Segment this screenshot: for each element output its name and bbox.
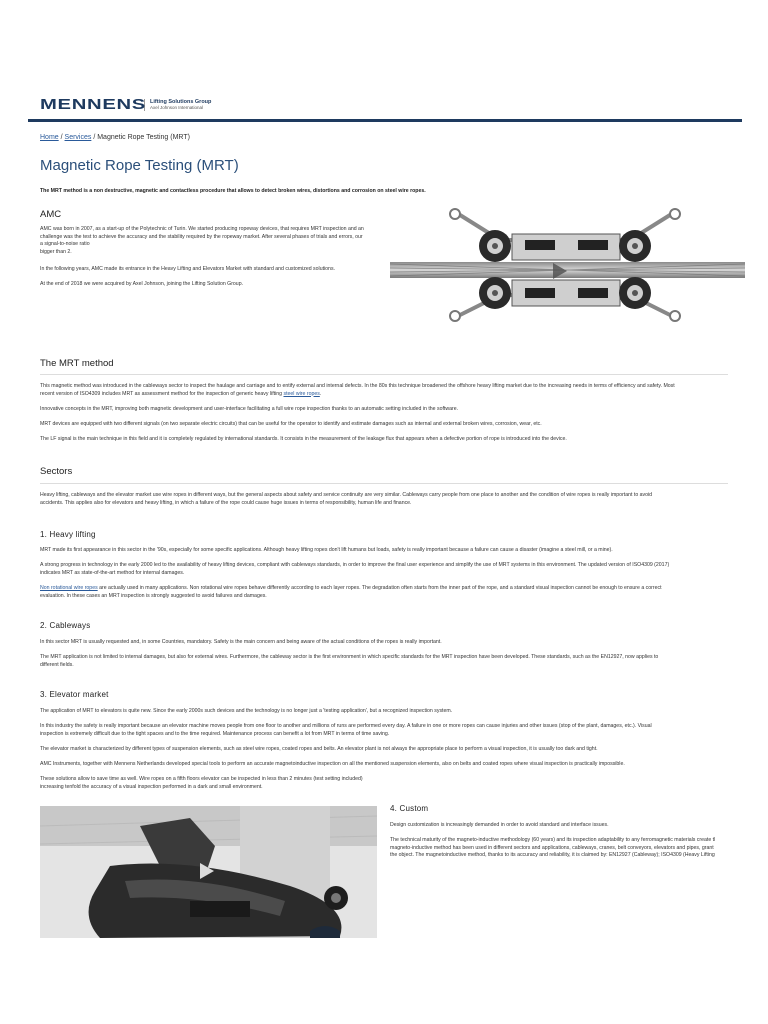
heavy-p2-line: A strong progress in technology in the early 2000 led to the availability of heavy lifting devices, compliant with cableways standards, in order to improve the final user experience and simplify the use of MRT systems in this environment. The updated version of ISO4309 (2017) <box>40 562 670 568</box>
breadcrumb-services-link[interactable]: Services <box>64 134 92 141</box>
mrt-paragraph-2: Innovative concepts in the MRT, improving both magnetic development and user-interface facilitating a full wire rope inspection thanks to an automatic setting included in the software. <box>40 406 459 412</box>
non-rotational-ropes-link[interactable]: Non rotational wire ropes <box>40 585 98 591</box>
site-header <box>0 0 768 122</box>
amc-paragraph-1 <box>40 226 395 256</box>
amc-paragraph-2: In the following years, AMC made its entrance in the Heavy Lifting and Elevators Market with standard and customized solutions. <box>40 266 335 272</box>
amc-paragraph-3: At the end of 2018 we were acquired by Axel Johnson, joining the Lifting Solution Group. <box>40 281 244 287</box>
elev-paragraph-2 <box>40 723 730 738</box>
breadcrumb <box>40 134 190 141</box>
custom-p2-line: The technical maturity of the magneto-inductive methodology (60 years) and its inspection adaptability to any ferromagnetic materials create tl <box>390 837 716 843</box>
elev-paragraph-5 <box>40 776 730 791</box>
mrt-device-image <box>390 200 745 330</box>
intro-text: The MRT method is a non destructive, magnetic and contactless procedure that allows to detect broken wires, distortions and corrosion on steel wire ropes. <box>40 188 426 194</box>
logo-tagline-line2: Axel Johnson International <box>150 104 204 110</box>
elev-p5-line: increasing tenfold the accuracy of a visual inspection performed in a dark and small environment. <box>40 783 263 790</box>
cable-p2-line: The MRT application is not limited to internal damages, but also for external wires. Furthermore, the cableway sector is the first environment in which specific standards for the MRT inspection have been developed. These standards, such as the EN12927, now applies to <box>40 654 659 660</box>
mrt-method-heading: The MRT method <box>40 358 114 369</box>
mrt-device-video[interactable] <box>390 200 745 330</box>
elev-paragraph-3: The elevator market is characterized by different types of suspension elements, such as steel wire ropes, coated ropes and belts. An elevator plant is not always the appropriate place to perform a visual inspection, it is usually too dark and tight. <box>40 746 598 752</box>
custom-p2-line: the object. The magnetoinductive method, thanks to its accuracy and reliability, it is claimed by: EN12927 (Cableway); ISO4309 (Heavy Lifting <box>390 852 715 858</box>
heavy-p3-line: evaluation. In these cases an MRT inspection is strongly suggested to avoid failures and damages. <box>40 592 267 599</box>
sectors-line: accidents. This applies also for elevators and heavy lifting, in which a failure of the rope could cause huge issues in terms of responsibility, human life and finance. <box>40 499 412 506</box>
heavy-paragraph-1: MRT made its first appearance in this sector in the '90s, especially for some specific applications. Although heavy lifting ropes don't lift humans but loads, safety is really important because a failure can cause a disaster (imagine a steel mill, or a mine). <box>40 547 613 553</box>
custom-p2-line: magneto-inductive method has been used in different sectors and applications, cableways, cranes, belt conveyors, elevators and pipes, grant <box>390 844 714 851</box>
logo-tagline-line1: Lifting Solutions Group <box>150 98 212 105</box>
custom-paragraph-1: Design customization is increasingly demanded in order to avoid standard and interface issues. <box>390 822 609 828</box>
mrt-paragraph-1 <box>40 383 730 398</box>
section-divider <box>40 374 728 375</box>
amc-heading: AMC <box>40 209 62 220</box>
elev-p2-line: In this industry the safety is really important because an elevator machine moves people from one floor to another and millions of runs are performed every day. A failure in one or more ropes can cause injuries and other issues (stop of the plant, damages, etc.). Visual <box>40 723 652 729</box>
mrt-p1-end: . <box>319 390 322 397</box>
heavy-paragraph-3 <box>40 585 730 600</box>
amc-p1-line: a signal-to-noise ratio <box>40 241 90 247</box>
elev-paragraph-1: The application of MRT to elevators is quite new. Since the early 2000s such devices and the technology is no longer just a 'testing application', but a recognized inspection system. <box>40 708 453 714</box>
custom-heading: 4. Custom <box>390 804 429 813</box>
elev-paragraph-4: AMC Instruments, together with Mennens Netherlands developed special tools to perform an accurate magnetoinductive inspection on all the mentioned suspension elements, also on belts and coated ropes where visual inspection is practically impossible. <box>40 761 625 767</box>
sectors-line: Heavy lifting, cableways and the elevator market use wire ropes in different ways, but the general aspects about safety and service continuity are very similar. Cableways carry people from one place to another and the condition of wire ropes is really important to avoid <box>40 492 653 498</box>
page-title: Magnetic Rope Testing (MRT) <box>40 157 239 174</box>
breadcrumb-home-link[interactable]: Home <box>40 134 59 141</box>
heavy-p2-line: indicates MRT as state-of-the-art method for internal damages. <box>40 569 185 576</box>
amc-p1-line: bigger than 2. <box>40 248 72 255</box>
cable-p2-line: different fields. <box>40 661 74 668</box>
heavy-paragraph-2 <box>40 562 730 577</box>
mrt-p1-line: recent version of ISO4309 includes MRT as assessment method for the inspection of generic heavy lifting <box>40 390 283 397</box>
cableways-heading: 2. Cableways <box>40 621 91 630</box>
header-divider <box>28 119 742 122</box>
cable-paragraph-2 <box>40 654 730 669</box>
cable-paragraph-1: In this sector MRT is usually requested and, in some Countries, mandatory. Safety is the main concern and being aware of the actual conditions of the ropes is really important. <box>40 639 442 645</box>
sectors-heading: Sectors <box>40 466 73 477</box>
mrt-paragraph-4: The LF signal is the main technique in this field and it is completely regulated by international standards. It consists in the measurement of the leakage flux that appears when a defective portion of rope is introduced into the device. <box>40 436 567 442</box>
amc-p1-line: challenge was the test to achieve the accuracy and the stability required by the ropeway market. After several phases of trials and errors, our <box>40 233 363 240</box>
breadcrumb-separator: / <box>58 134 65 141</box>
section-divider <box>40 483 728 484</box>
breadcrumb-current: Magnetic Rope Testing (MRT) <box>97 134 190 141</box>
heavy-lifting-heading: 1. Heavy lifting <box>40 530 96 539</box>
custom-device-video[interactable] <box>40 806 377 938</box>
elev-p5-line: These solutions allow to save time as well. Wire ropes on a fifth floors elevator can be inspected in less than 2 minutes (test setting included) <box>40 776 363 782</box>
heavy-p3-line: are actually used in many applications. Non rotational wire ropes behave differently according to each layer ropes. The degradation often starts from the inner part of the rope, and a standard visual inspection cannot be enough to ensure a correct <box>97 585 662 591</box>
breadcrumb-separator: / <box>91 134 98 141</box>
elev-p2-line: inspection is extremely difficult due to the tight spaces and to the time required. Maintenance process can benefit a lot from MRT in terms of time saving. <box>40 730 390 737</box>
custom-device-image <box>40 806 377 938</box>
sectors-paragraph <box>40 492 730 507</box>
steel-wire-ropes-link[interactable]: steel wire ropes <box>283 390 320 397</box>
elevator-heading: 3. Elevator market <box>40 690 109 699</box>
logo-wordmark: MENNENS <box>40 96 146 113</box>
custom-paragraph-2 <box>390 837 760 860</box>
amc-p1-line: AMC was born in 2007, as a start-up of the Polytechnic of Turin. We started producing ropeway devices, that requires MRT inspection and an <box>40 226 364 232</box>
mrt-paragraph-3: MRT devices are equipped with two different signals (on two separate electric circuits) that can be useful for the operator to identify and estimate damages such as internal and external broken wires, corrosion, wear, etc. <box>40 421 542 427</box>
mrt-p1-line: This magnetic method was introduced in the cableways sector to inspect the haulage and carriage and to entify external and internal defects. In the 80s this technique broadened the offshore heavy lifting market due to the increasing needs in terms of efficiency and safety. Most <box>40 383 675 389</box>
mennens-logo[interactable] <box>40 96 211 113</box>
